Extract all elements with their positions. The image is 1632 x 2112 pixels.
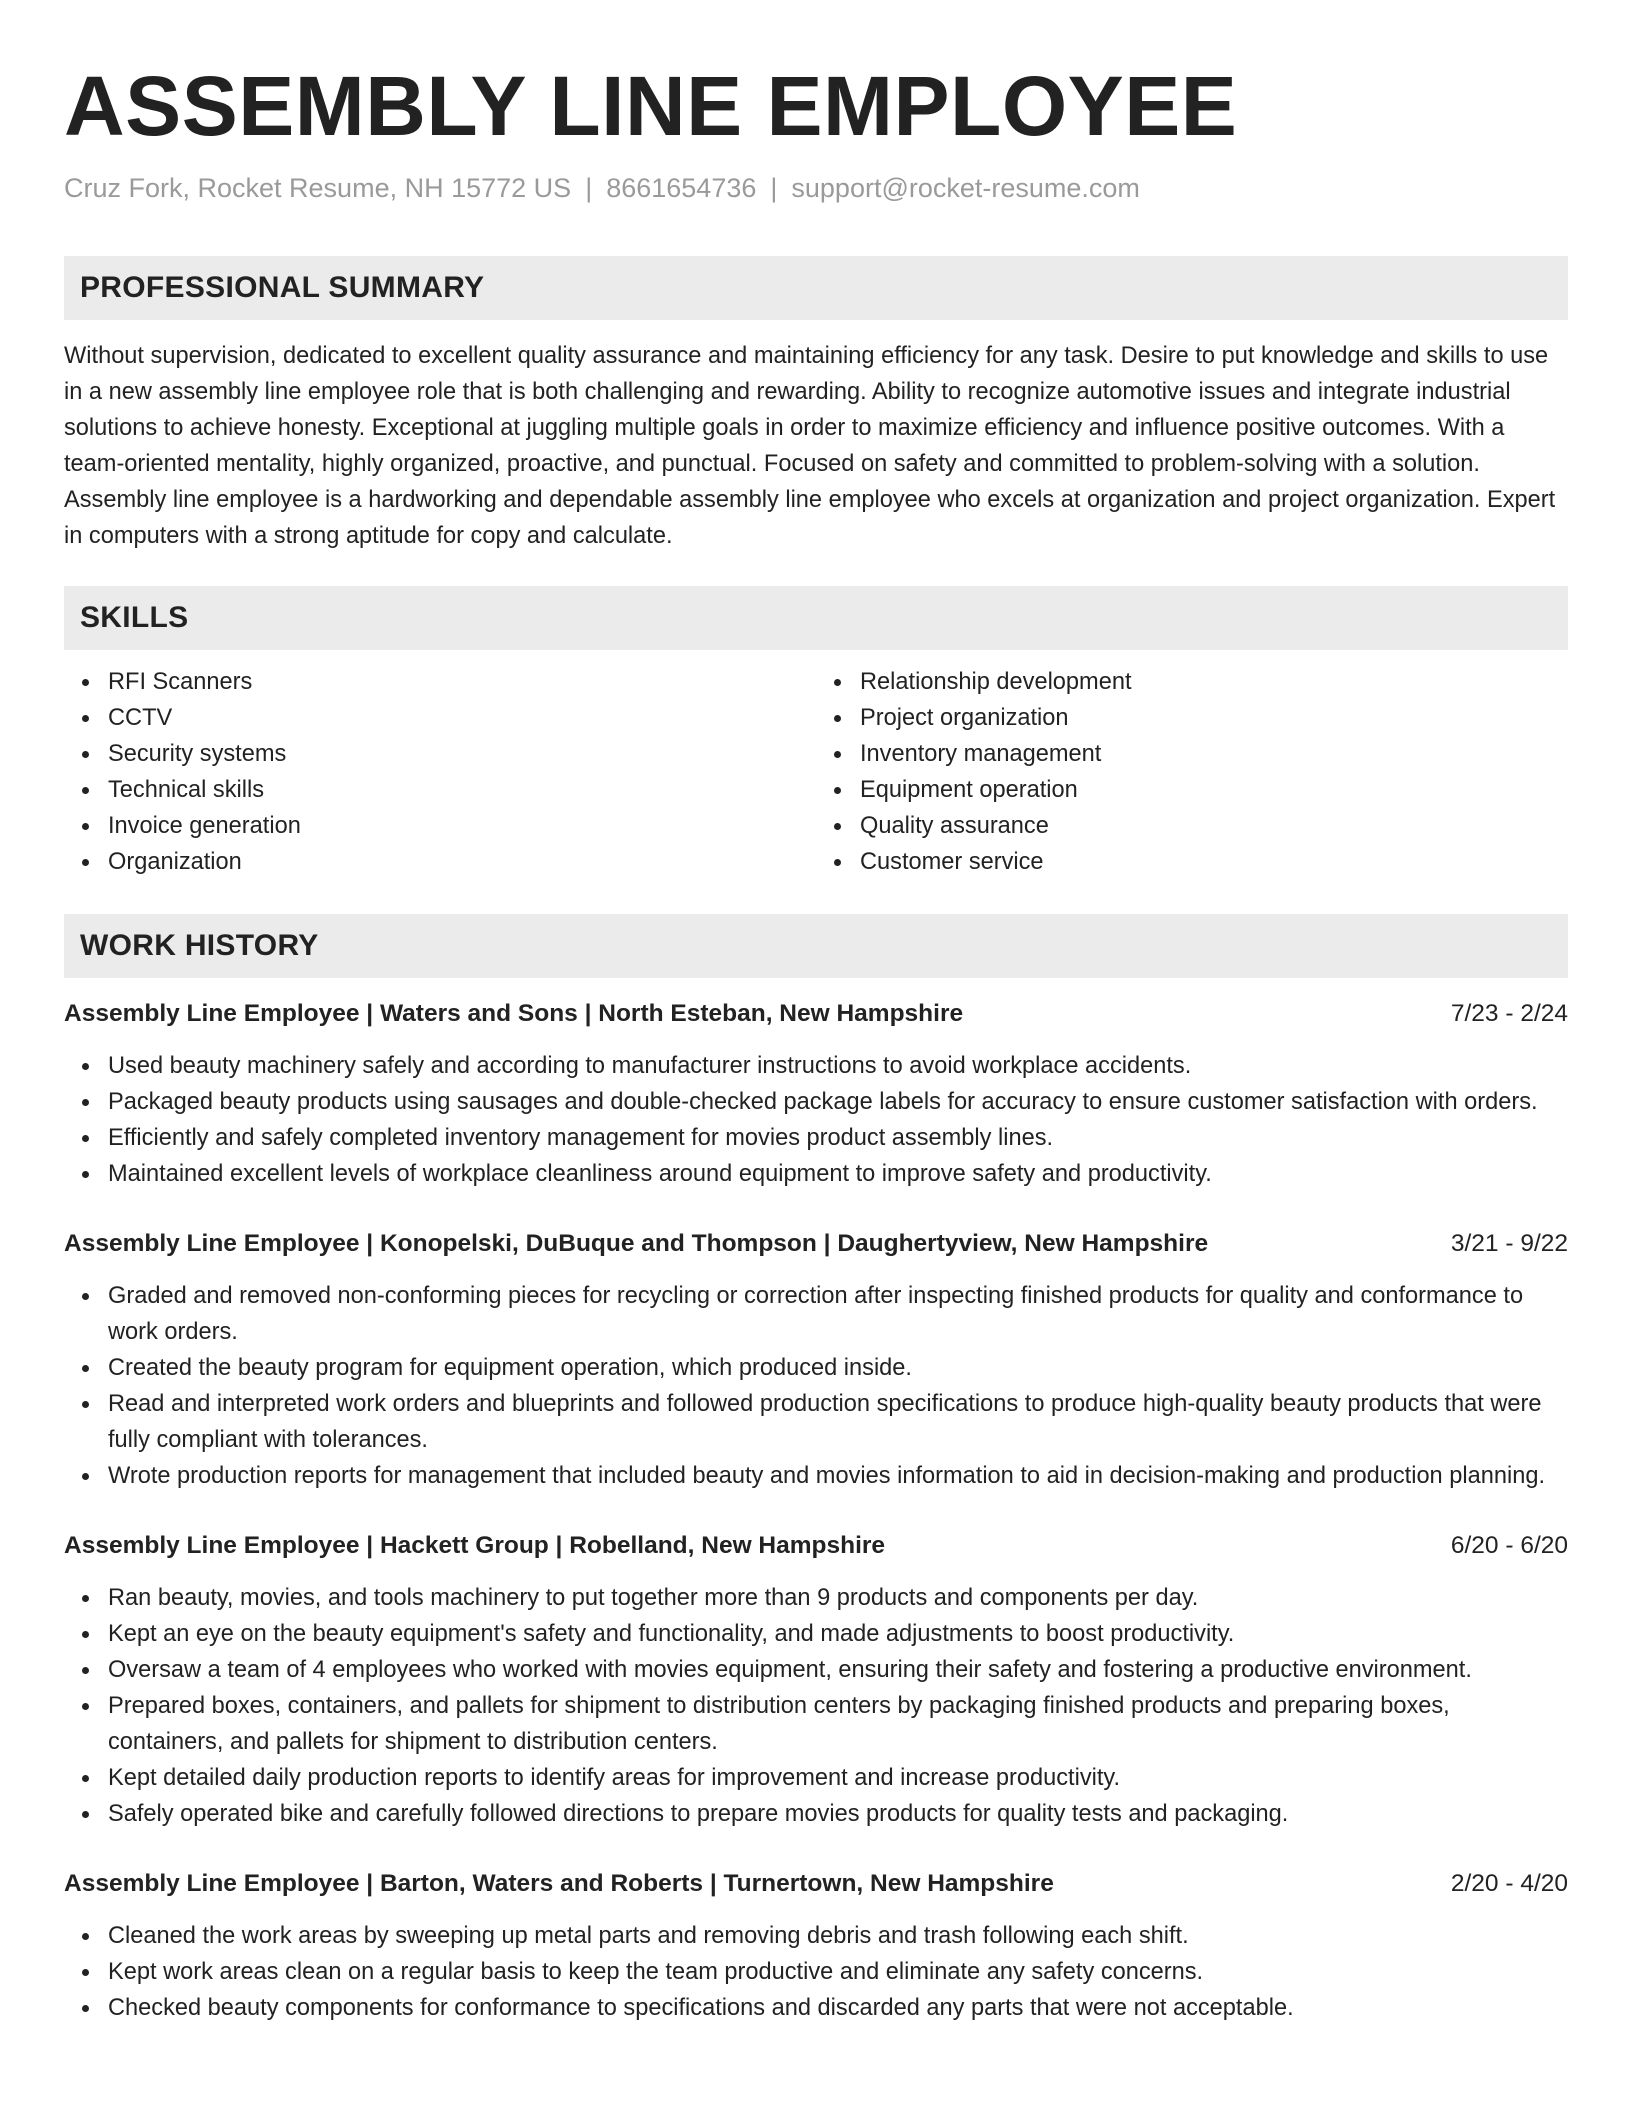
job-title: Assembly Line Employee | Barton, Waters and Roberts | Turnertown, New Hampshire	[64, 1870, 1054, 1897]
job-entry	[64, 1866, 1568, 2026]
job-dates: 3/21 - 9/22	[1450, 1230, 1568, 1257]
job-title: Assembly Line Employee | Waters and Sons | North Esteban, New Hampshire	[64, 1000, 964, 1027]
contact-separator: |	[585, 173, 593, 203]
job-bullet: Checked beauty components for conformance to specifications and discarded any parts that were not acceptable.	[64, 1990, 1568, 2026]
job-bullet: Used beauty machinery safely and according to manufacturer instructions to avoid workplace accidents.	[64, 1048, 1568, 1084]
job-title: Assembly Line Employee | Hackett Group | Robelland, New Hampshire	[64, 1532, 886, 1559]
job-bullet: Read and interpreted work orders and blueprints and followed production specifications to produce high-quality beauty products that were fully compliant with tolerances.	[64, 1386, 1568, 1458]
job-header	[64, 1226, 1568, 1262]
skill-item: RFI Scanners	[64, 664, 816, 700]
skill-item: Technical skills	[64, 772, 816, 808]
skill-item: CCTV	[64, 700, 816, 736]
job-entry	[64, 1528, 1568, 1832]
job-bullet: Cleaned the work areas by sweeping up metal parts and removing debris and trash following each shift.	[64, 1918, 1568, 1954]
job-bullet: Wrote production reports for management that included beauty and movies information to aid in decision-making and production planning.	[64, 1458, 1568, 1494]
job-bullet: Created the beauty program for equipment operation, which produced inside.	[64, 1350, 1568, 1386]
section-header-skills: SKILLS	[64, 586, 1568, 650]
job-bullet: Maintained excellent levels of workplace cleanliness around equipment to improve safety and productivity.	[64, 1156, 1568, 1192]
summary-text: Without supervision, dedicated to excellent quality assurance and maintaining efficiency for any task. Desire to put knowledge and skills to use in a new assembly line employee role that is both challenging and rewarding. Ability to recognize automotive issues and integrate industrial solutions to achieve honesty. Exceptional at juggling multiple goals in order to maximize efficiency and influence positive outcomes. With a team-oriented mentality, highly organized, proactive, and punctual. Focused on safety and committed to problem-solving with a solution. Assembly line employee is a hardworking and dependable assembly line employee who excels at organization and project organization. Expert in computers with a strong aptitude for copy and calculate.	[64, 343, 1556, 549]
job-bullet: Efficiently and safely completed inventory management for movies product assembly lines.	[64, 1120, 1568, 1156]
section-header-work-history: WORK HISTORY	[64, 914, 1568, 978]
contact-phone: 8661654736	[606, 173, 757, 203]
job-bullets	[64, 1048, 1568, 1192]
skill-item: Inventory management	[816, 736, 1568, 772]
job-bullet: Ran beauty, movies, and tools machinery to put together more than 9 products and components per day.	[64, 1580, 1568, 1616]
job-entry	[64, 1226, 1568, 1494]
skills-list	[64, 664, 1568, 880]
job-bullets	[64, 1580, 1568, 1832]
contact-separator: |	[770, 173, 778, 203]
job-bullet: Kept an eye on the beauty equipment's safety and functionality, and made adjustments to boost productivity.	[64, 1616, 1568, 1652]
job-bullet: Oversaw a team of 4 employees who worked with movies equipment, ensuring their safety and fostering a productive environment.	[64, 1652, 1568, 1688]
skill-item: Relationship development	[816, 664, 1568, 700]
job-dates: 6/20 - 6/20	[1450, 1532, 1568, 1559]
job-bullet: Graded and removed non-conforming pieces for recycling or correction after inspecting finished products for quality and conformance to work orders.	[64, 1278, 1568, 1350]
skills-column-left	[64, 664, 816, 880]
job-dates: 2/20 - 4/20	[1450, 1870, 1568, 1897]
job-bullet: Safely operated bike and carefully followed directions to prepare movies products for quality tests and packaging.	[64, 1796, 1568, 1832]
job-title: Assembly Line Employee | Konopelski, DuBuque and Thompson | Daughertyview, New Hampshire	[64, 1230, 1209, 1257]
job-bullets	[64, 1918, 1568, 2026]
skill-item: Security systems	[64, 736, 816, 772]
job-bullet: Kept detailed daily production reports to identify areas for improvement and increase productivity.	[64, 1760, 1568, 1796]
job-bullet: Prepared boxes, containers, and pallets for shipment to distribution centers by packaging finished products and preparing boxes, containers, and pallets for shipment to distribution centers.	[64, 1688, 1568, 1760]
job-dates: 7/23 - 2/24	[1450, 1000, 1568, 1027]
skill-item: Project organization	[816, 700, 1568, 736]
skill-item: Invoice generation	[64, 808, 816, 844]
job-bullets	[64, 1278, 1568, 1494]
contact-email: support@rocket-resume.com	[791, 173, 1140, 203]
job-header	[64, 1528, 1568, 1564]
skill-item: Customer service	[816, 844, 1568, 880]
job-bullet: Kept work areas clean on a regular basis to keep the team productive and eliminate any safety concerns.	[64, 1954, 1568, 1990]
job-header	[64, 996, 1568, 1032]
job-entry	[64, 996, 1568, 1192]
skill-item: Quality assurance	[816, 808, 1568, 844]
skill-item: Equipment operation	[816, 772, 1568, 808]
contact-line	[64, 168, 1568, 208]
section-header-summary: PROFESSIONAL SUMMARY	[64, 256, 1568, 320]
skill-item: Organization	[64, 844, 816, 880]
candidate-name: ASSEMBLY LINE EMPLOYEE	[64, 59, 1238, 153]
skills-column-right	[816, 664, 1568, 880]
contact-address: Cruz Fork, Rocket Resume, NH 15772 US	[64, 173, 572, 203]
job-bullet: Packaged beauty products using sausages and double-checked package labels for accuracy to ensure customer satisfaction with orders.	[64, 1084, 1568, 1120]
job-header	[64, 1866, 1568, 1902]
